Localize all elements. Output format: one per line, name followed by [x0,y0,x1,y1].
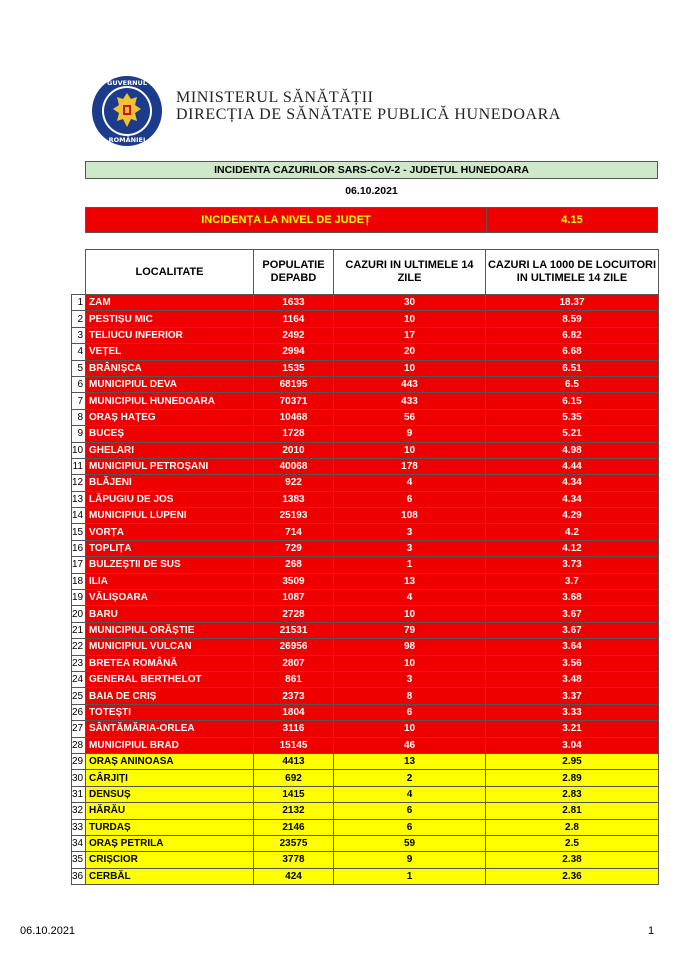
locality-name: MUNICIPIUL BRAD [86,737,254,753]
table-row [72,737,659,753]
cases-value: 4 [334,786,486,802]
table-row [72,819,659,835]
row-index: 30 [72,770,86,786]
cases-value: 10 [334,442,486,458]
locality-name: MUNICIPIUL ORĂȘTIE [86,622,254,638]
table-row [72,688,659,704]
population-value: 4413 [254,753,334,769]
row-index: 6 [72,376,86,392]
population-value: 2132 [254,803,334,819]
locality-name: TURDAȘ [86,819,254,835]
cases-value: 46 [334,737,486,753]
population-value: 2994 [254,344,334,360]
row-index: 5 [72,360,86,376]
cases-value: 8 [334,688,486,704]
cases-value: 433 [334,393,486,409]
incidence-rate-value: 5.35 [486,409,659,425]
row-index: 2 [72,311,86,327]
table-row [72,475,659,491]
locality-name: VORȚA [86,524,254,540]
population-value: 2146 [254,819,334,835]
population-value: 922 [254,475,334,491]
population-value: 25193 [254,508,334,524]
incidence-rate-value: 3.37 [486,688,659,704]
table-row [72,360,659,376]
cases-value: 4 [334,590,486,606]
table-row [72,327,659,343]
report-title: INCIDENTA CAZURILOR SARS-CoV-2 - JUDEȚUL HUNEDOARA [85,161,658,179]
incidence-rate-value: 3.04 [486,737,659,753]
table-row [72,770,659,786]
population-value: 15145 [254,737,334,753]
row-index: 27 [72,721,86,737]
table-row [72,311,659,327]
column-header-incidenta: CAZURI LA 1000 DE LOCUITORI IN ULTIMELE 14 ZILE [486,250,659,295]
locality-name: MUNICIPIUL PETROȘANI [86,458,254,474]
cases-value: 79 [334,622,486,638]
table-header-row [72,250,659,295]
cases-value: 10 [334,655,486,671]
population-value: 729 [254,540,334,556]
locality-name: GENERAL BERTHELOT [86,671,254,687]
incidence-rate-value: 2.36 [486,868,659,884]
incidence-rate-value: 2.38 [486,852,659,868]
locality-name: TOPLIȚA [86,540,254,556]
incidence-rate-value: 6.82 [486,327,659,343]
locality-name: ORAȘ PETRILA [86,835,254,851]
table-row [72,835,659,851]
cases-value: 20 [334,344,486,360]
population-value: 26956 [254,639,334,655]
cases-value: 443 [334,376,486,392]
table-row [72,753,659,769]
locality-name: LĂPUGIU DE JOS [86,491,254,507]
locality-name: BUCEȘ [86,426,254,442]
row-index: 4 [72,344,86,360]
population-value: 21531 [254,622,334,638]
population-value: 3778 [254,852,334,868]
locality-name: VEȚEL [86,344,254,360]
locality-name: BAIA DE CRIȘ [86,688,254,704]
incidence-rate-value: 3.21 [486,721,659,737]
incidence-rate-value: 3.67 [486,622,659,638]
locality-name: MUNICIPIUL VULCAN [86,639,254,655]
table-row [72,508,659,524]
row-index: 31 [72,786,86,802]
population-value: 68195 [254,376,334,392]
incidence-rate-value: 4.44 [486,458,659,474]
locality-name: BARU [86,606,254,622]
table-row [72,606,659,622]
row-index: 19 [72,590,86,606]
cases-value: 4 [334,475,486,491]
row-index: 34 [72,835,86,851]
column-header-localitate: LOCALITATE [86,250,254,295]
locality-name: BULZEȘTII DE SUS [86,557,254,573]
population-value: 424 [254,868,334,884]
locality-name: ZAM [86,295,254,311]
population-value: 2807 [254,655,334,671]
row-index: 18 [72,573,86,589]
row-index: 17 [72,557,86,573]
incidence-rate-value: 2.83 [486,786,659,802]
table-row [72,426,659,442]
incidence-rate-value: 5.21 [486,426,659,442]
locality-name: HĂRĂU [86,803,254,819]
table-row [72,704,659,720]
incidence-rate-value: 8.59 [486,311,659,327]
incidence-rate-value: 3.67 [486,606,659,622]
table-row [72,852,659,868]
row-index: 24 [72,671,86,687]
cases-value: 10 [334,721,486,737]
incidence-rate-value: 3.73 [486,557,659,573]
incidence-rate-value: 6.51 [486,360,659,376]
incidence-table [71,249,659,885]
row-index: 3 [72,327,86,343]
cases-value: 9 [334,852,486,868]
row-index: 20 [72,606,86,622]
population-value: 10468 [254,409,334,425]
row-index: 16 [72,540,86,556]
population-value: 268 [254,557,334,573]
incidence-rate-value: 3.33 [486,704,659,720]
cases-value: 2 [334,770,486,786]
index-header [72,250,86,295]
locality-name: ILIA [86,573,254,589]
column-header-populatie: POPULATIE DEPABD [254,250,334,295]
cases-value: 10 [334,606,486,622]
locality-name: CERBĂL [86,868,254,884]
incidence-rate-value: 3.68 [486,590,659,606]
cases-value: 3 [334,540,486,556]
population-value: 1415 [254,786,334,802]
row-index: 1 [72,295,86,311]
incidence-rate-value: 3.7 [486,573,659,589]
table-row [72,442,659,458]
column-header-cazuri: CAZURI IN ULTIMELE 14 ZILE [334,250,486,295]
row-index: 11 [72,458,86,474]
incidence-rate-value: 4.2 [486,524,659,540]
row-index: 14 [72,508,86,524]
table-row [72,590,659,606]
table-row [72,557,659,573]
cases-value: 6 [334,803,486,819]
population-value: 2373 [254,688,334,704]
incidence-rate-value: 3.64 [486,639,659,655]
row-index: 21 [72,622,86,638]
row-index: 12 [72,475,86,491]
report-date: 06.10.2021 [345,185,398,197]
table-row [72,540,659,556]
table-row [72,491,659,507]
population-value: 714 [254,524,334,540]
cases-value: 9 [334,426,486,442]
incidence-rate-value: 2.95 [486,753,659,769]
footer-date: 06.10.2021 [20,925,76,937]
population-value: 3509 [254,573,334,589]
table-row [72,868,659,884]
government-seal-logo [91,75,163,147]
cases-value: 10 [334,311,486,327]
cases-value: 1 [334,557,486,573]
locality-name: BRETEA ROMÂNĂ [86,655,254,671]
seal-text-top: GUVERNUL [107,79,147,87]
cases-value: 98 [334,639,486,655]
incidence-rate-value: 3.48 [486,671,659,687]
table-row [72,622,659,638]
incidence-rate-value: 2.8 [486,819,659,835]
incidence-rate-value: 6.5 [486,376,659,392]
row-index: 15 [72,524,86,540]
cases-value: 59 [334,835,486,851]
table-row [72,655,659,671]
population-value: 1087 [254,590,334,606]
locality-name: SÂNTĂMĂRIA-ORLEA [86,721,254,737]
incidence-rate-value: 4.98 [486,442,659,458]
incidence-rate-value: 2.81 [486,803,659,819]
population-value: 861 [254,671,334,687]
row-index: 29 [72,753,86,769]
cases-value: 3 [334,671,486,687]
table-row [72,295,659,311]
table-row [72,376,659,392]
incidence-rate-value: 4.29 [486,508,659,524]
incidence-rate-value: 6.15 [486,393,659,409]
table-row [72,721,659,737]
cases-value: 6 [334,491,486,507]
row-index: 13 [72,491,86,507]
seal-text-bottom: ROMÂNIEI [108,136,146,144]
population-value: 1535 [254,360,334,376]
cases-value: 6 [334,819,486,835]
cases-value: 13 [334,753,486,769]
incidence-rate-value: 3.56 [486,655,659,671]
row-index: 22 [72,639,86,655]
row-index: 28 [72,737,86,753]
table-row [72,409,659,425]
row-index: 8 [72,409,86,425]
cases-value: 30 [334,295,486,311]
locality-name: MUNICIPIUL LUPENI [86,508,254,524]
locality-name: MUNICIPIUL HUNEDOARA [86,393,254,409]
ministry-name: MINISTERUL SĂNĂTĂȚII [176,89,374,106]
incidence-rate-value: 4.12 [486,540,659,556]
cases-value: 56 [334,409,486,425]
locality-name: PESTIȘU MIC [86,311,254,327]
cases-value: 13 [334,573,486,589]
locality-name: CÂRJIȚI [86,770,254,786]
cases-value: 17 [334,327,486,343]
population-value: 2492 [254,327,334,343]
table-row [72,786,659,802]
county-incidence-row [85,207,658,233]
table-row [72,803,659,819]
cases-value: 3 [334,524,486,540]
population-value: 1383 [254,491,334,507]
cases-value: 178 [334,458,486,474]
incidence-rate-value: 2.5 [486,835,659,851]
cases-value: 1 [334,868,486,884]
locality-name: TOTEȘTI [86,704,254,720]
cases-value: 6 [334,704,486,720]
incidence-rate-value: 4.34 [486,475,659,491]
row-index: 35 [72,852,86,868]
row-index: 7 [72,393,86,409]
directorate-name: DIRECȚIA DE SĂNĂTATE PUBLICĂ HUNEDOARA [176,106,562,123]
population-value: 2010 [254,442,334,458]
row-index: 33 [72,819,86,835]
row-index: 25 [72,688,86,704]
table-row [72,639,659,655]
table-row [72,344,659,360]
incidence-rate-value: 6.68 [486,344,659,360]
row-index: 9 [72,426,86,442]
locality-name: TELIUCU INFERIOR [86,327,254,343]
locality-name: ORAȘ ANINOASA [86,753,254,769]
row-index: 26 [72,704,86,720]
locality-name: ORAȘ HAȚEG [86,409,254,425]
table-row [72,573,659,589]
population-value: 1804 [254,704,334,720]
population-value: 23575 [254,835,334,851]
locality-name: DENSUȘ [86,786,254,802]
table-row [72,524,659,540]
population-value: 70371 [254,393,334,409]
table-row [72,671,659,687]
population-value: 40068 [254,458,334,474]
cases-value: 108 [334,508,486,524]
table-row [72,458,659,474]
locality-name: GHELARI [86,442,254,458]
incidence-rate-value: 4.34 [486,491,659,507]
county-incidence-value: 4.15 [561,214,583,226]
row-index: 32 [72,803,86,819]
row-index: 23 [72,655,86,671]
population-value: 3116 [254,721,334,737]
county-incidence-label: INCIDENȚA LA NIVEL DE JUDEȚ [86,208,487,232]
incidence-rate-value: 18.37 [486,295,659,311]
cases-value: 10 [334,360,486,376]
locality-name: MUNICIPIUL DEVA [86,376,254,392]
row-index: 10 [72,442,86,458]
locality-name: BRÂNIȘCA [86,360,254,376]
population-value: 1633 [254,295,334,311]
row-index: 36 [72,868,86,884]
population-value: 1728 [254,426,334,442]
population-value: 2728 [254,606,334,622]
population-value: 692 [254,770,334,786]
table-row [72,393,659,409]
locality-name: VĂLIȘOARA [86,590,254,606]
locality-name: BLĂJENI [86,475,254,491]
population-value: 1164 [254,311,334,327]
locality-name: CRIȘCIOR [86,852,254,868]
incidence-rate-value: 2.89 [486,770,659,786]
page-number: 1 [648,925,655,937]
